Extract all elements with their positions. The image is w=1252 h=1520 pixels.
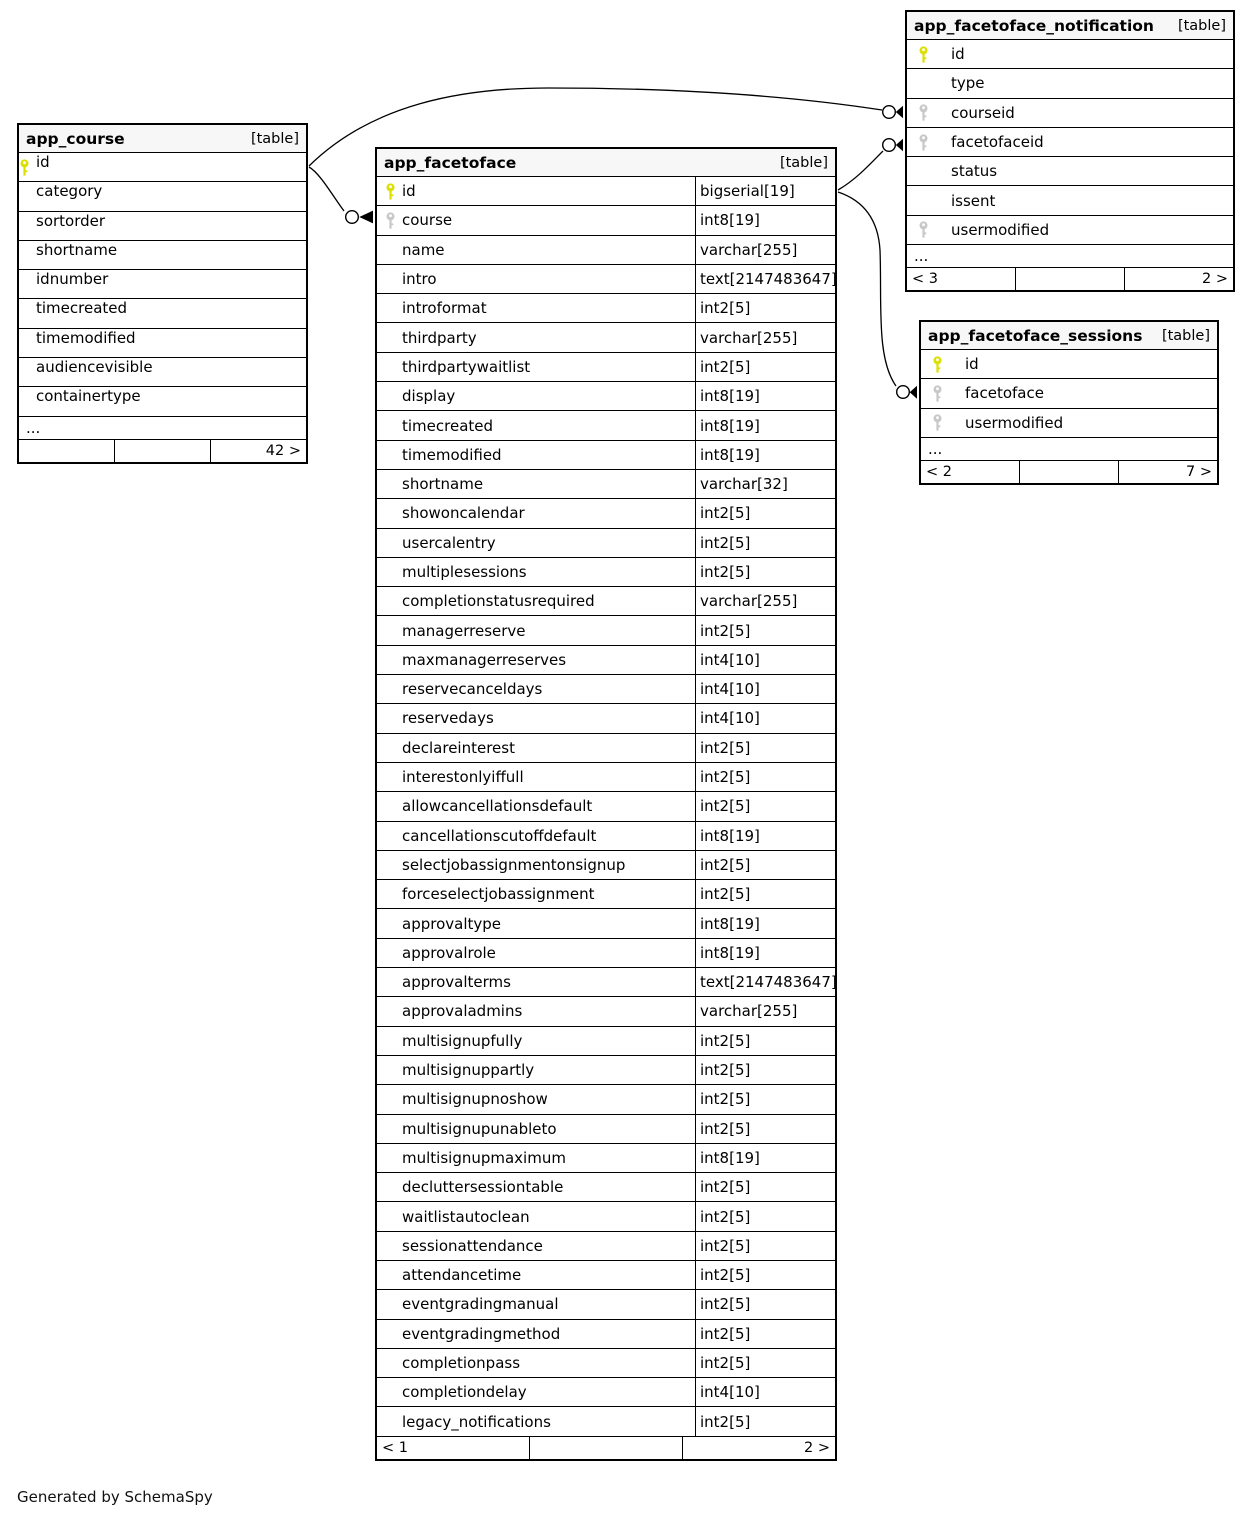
- key-icon: [385, 329, 402, 346]
- key-icon: [385, 710, 402, 727]
- column-name: timemodified: [36, 328, 136, 347]
- table-header: [907, 12, 1233, 40]
- table-app_facetoface_sessions: [919, 320, 1219, 485]
- column-name: approvalrole: [402, 943, 496, 962]
- column-row: [907, 216, 1233, 245]
- key-icon: [19, 387, 36, 415]
- table-title[interactable]: app_facetoface: [384, 153, 517, 172]
- column-row: [377, 822, 835, 851]
- column-name: sortorder: [36, 211, 106, 230]
- key-icon: [19, 329, 36, 357]
- key-icon: [385, 1149, 402, 1166]
- column-type: int2[5]: [700, 1295, 751, 1314]
- column-row: [377, 704, 835, 733]
- pager: [377, 1437, 835, 1459]
- column-row: [377, 1407, 835, 1436]
- column-name: timemodified: [402, 445, 502, 464]
- key-icon: [385, 886, 402, 903]
- column-row: [377, 294, 835, 323]
- column-row: [377, 206, 835, 235]
- column-row: [377, 558, 835, 587]
- column-name: issent: [951, 191, 996, 210]
- column-row: [19, 153, 306, 182]
- column-row: [921, 409, 1217, 438]
- column-row: [377, 587, 835, 616]
- column-name: containertype: [36, 387, 141, 406]
- column-type: int2[5]: [700, 621, 751, 640]
- column-row: [377, 1378, 835, 1407]
- column-row: [377, 675, 835, 704]
- column-type: int2[5]: [700, 1061, 751, 1080]
- column-row: [19, 358, 306, 387]
- column-row: [377, 470, 835, 499]
- column-row: [377, 1232, 835, 1261]
- column-name: managerreserve: [402, 621, 526, 640]
- column-type: int8[19]: [700, 1148, 760, 1167]
- column-name: legacy_notifications: [402, 1412, 551, 1431]
- column-name: usermodified: [965, 413, 1064, 432]
- column-type: int2[5]: [700, 1090, 751, 1109]
- column-row: [377, 382, 835, 411]
- column-name: eventgradingmethod: [402, 1324, 561, 1343]
- key-icon: [385, 241, 402, 258]
- column-type: bigserial[19]: [700, 182, 795, 201]
- column-name: shortname: [402, 475, 484, 494]
- column-row: [377, 1349, 835, 1378]
- pager-right: 7 >: [1118, 461, 1217, 483]
- column-type: varchar[32]: [700, 475, 788, 494]
- column-type: varchar[255]: [700, 240, 798, 259]
- pager-middle: [1019, 461, 1118, 483]
- column-name: facetoface: [965, 384, 1044, 403]
- column-name: multisignupmaximum: [402, 1148, 566, 1167]
- generated-by-note: Generated by SchemaSpy: [17, 1488, 213, 1506]
- key-icon: [385, 534, 402, 551]
- column-type: int2[5]: [700, 533, 751, 552]
- key-icon: [385, 593, 402, 610]
- key-icon: [385, 651, 402, 668]
- key-icon: [385, 681, 402, 698]
- column-type: text[2147483647]: [700, 270, 837, 289]
- column-row: [19, 329, 306, 358]
- column-row: [377, 529, 835, 558]
- key-icon: [385, 1384, 402, 1401]
- key-icon: [932, 385, 965, 402]
- key-icon: [918, 75, 951, 92]
- column-name: facetofaceid: [951, 133, 1044, 152]
- column-name: id: [951, 45, 965, 64]
- column-row: [377, 236, 835, 265]
- column-name: decluttersessiontable: [402, 1178, 564, 1197]
- table-badge: [table]: [1161, 327, 1210, 344]
- column-type: int4[10]: [700, 650, 760, 669]
- column-row: [377, 1144, 835, 1173]
- key-icon: [385, 974, 402, 991]
- key-icon: [385, 1179, 402, 1196]
- table-title[interactable]: app_facetoface_notification: [914, 16, 1154, 35]
- key-icon: [385, 388, 402, 405]
- key-icon: [385, 1355, 402, 1372]
- column-type: int4[10]: [700, 709, 760, 728]
- relation-app_facetoface-app_facetoface_notification: [838, 139, 903, 190]
- pager-right: 2 >: [682, 1437, 835, 1459]
- pager-middle: [529, 1437, 682, 1459]
- column-name: approvalterms: [402, 973, 511, 992]
- key-icon: [19, 358, 36, 386]
- column-row: [377, 763, 835, 792]
- column-type: int2[5]: [700, 1207, 751, 1226]
- column-type: int2[5]: [700, 1354, 751, 1373]
- column-row: [377, 997, 835, 1026]
- key-icon: [19, 153, 36, 181]
- key-icon: [385, 827, 402, 844]
- key-icon: [385, 417, 402, 434]
- key-icon: [385, 476, 402, 493]
- column-name: sessionattendance: [402, 1236, 543, 1255]
- column-name: course: [402, 211, 453, 230]
- column-row: [377, 1290, 835, 1319]
- column-row: [377, 1202, 835, 1231]
- column-row: [921, 379, 1217, 408]
- key-icon: [918, 134, 951, 151]
- column-row: [377, 1261, 835, 1290]
- column-name: showoncalendar: [402, 504, 525, 523]
- column-name: id: [965, 355, 979, 374]
- column-type: int2[5]: [700, 1119, 751, 1138]
- column-row: [19, 182, 306, 211]
- more-columns-ellipsis: ...: [19, 417, 306, 440]
- table-badge: [table]: [250, 130, 299, 147]
- column-name: audiencevisible: [36, 358, 153, 377]
- column-name: eventgradingmanual: [402, 1295, 559, 1314]
- key-icon: [385, 798, 402, 815]
- pager-middle: [1015, 268, 1124, 290]
- column-type: int2[5]: [700, 563, 751, 581]
- column-row: [377, 734, 835, 763]
- column-type: int2[5]: [700, 768, 751, 787]
- key-icon: [385, 739, 402, 756]
- key-icon: [385, 856, 402, 873]
- column-name: name: [402, 240, 445, 259]
- pager-middle: [114, 440, 210, 462]
- table-header: [19, 125, 306, 153]
- key-icon: [385, 271, 402, 288]
- key-icon: [385, 622, 402, 639]
- column-row: [907, 186, 1233, 215]
- column-row: [907, 128, 1233, 157]
- column-name: completionstatusrequired: [402, 592, 595, 611]
- column-name: id: [36, 153, 50, 171]
- column-name: declareinterest: [402, 738, 515, 757]
- column-name: reservecanceldays: [402, 680, 543, 699]
- column-name: courseid: [951, 103, 1015, 122]
- pager-left: [19, 440, 114, 462]
- pager-left: < 3: [912, 271, 938, 288]
- column-type: int2[5]: [700, 797, 751, 816]
- key-icon: [918, 221, 951, 238]
- column-row: [907, 69, 1233, 98]
- key-icon: [385, 1091, 402, 1108]
- column-row: [907, 99, 1233, 128]
- table-header: [377, 149, 835, 177]
- column-name: introformat: [402, 299, 487, 318]
- column-name: category: [36, 182, 103, 201]
- key-icon: [385, 358, 402, 375]
- key-icon: [385, 212, 402, 229]
- key-icon: [918, 163, 951, 180]
- column-name: completiondelay: [402, 1383, 527, 1402]
- column-type: int2[5]: [700, 1178, 751, 1197]
- column-name: type: [951, 74, 985, 93]
- column-row: [907, 40, 1233, 69]
- column-name: approvaladmins: [402, 1002, 523, 1021]
- key-icon: [385, 1267, 402, 1284]
- column-row: [377, 616, 835, 645]
- column-row: [377, 265, 835, 294]
- column-type: int2[5]: [700, 1031, 751, 1050]
- pager-left: < 2: [926, 463, 952, 480]
- column-row: [377, 1056, 835, 1085]
- column-name: timecreated: [36, 299, 128, 318]
- key-icon: [385, 446, 402, 463]
- column-type: int8[19]: [700, 914, 760, 933]
- table-title[interactable]: app_course: [26, 129, 125, 148]
- column-row: [377, 411, 835, 440]
- column-name: timecreated: [402, 416, 494, 435]
- key-icon: [19, 299, 36, 327]
- key-icon: [385, 564, 402, 581]
- column-name: approvaltype: [402, 914, 501, 933]
- pager: [907, 268, 1233, 290]
- pager: [19, 440, 306, 462]
- key-icon: [385, 505, 402, 522]
- column-type: int8[19]: [700, 211, 760, 230]
- key-icon: [19, 270, 36, 298]
- column-name: attendancetime: [402, 1266, 522, 1285]
- column-name: usermodified: [951, 220, 1050, 239]
- column-row: [377, 792, 835, 821]
- column-row: [19, 270, 306, 299]
- column-name: interestonlyiffull: [402, 768, 524, 787]
- column-type: int2[5]: [700, 1324, 751, 1343]
- table-app_course: [17, 123, 308, 464]
- column-name: usercalentry: [402, 533, 496, 552]
- more-columns-ellipsis: ...: [921, 438, 1217, 461]
- column-type: int8[19]: [700, 387, 760, 406]
- key-icon: [385, 769, 402, 786]
- column-type: int2[5]: [700, 855, 751, 874]
- column-row: [377, 1115, 835, 1144]
- column-type: int2[5]: [700, 1266, 751, 1285]
- column-row: [377, 909, 835, 938]
- column-name: thirdpartywaitlist: [402, 357, 531, 376]
- column-type: int2[5]: [700, 885, 751, 904]
- column-row: [377, 1027, 835, 1056]
- column-type: int2[5]: [700, 504, 751, 523]
- column-type: int2[5]: [700, 299, 751, 318]
- column-name: completionpass: [402, 1354, 521, 1373]
- column-row: [907, 157, 1233, 186]
- column-name: shortname: [36, 240, 118, 259]
- column-row: [377, 499, 835, 528]
- key-icon: [385, 944, 402, 961]
- key-icon: [385, 915, 402, 932]
- key-icon: [385, 1120, 402, 1137]
- key-icon: [385, 1237, 402, 1254]
- column-name: thirdparty: [402, 328, 477, 347]
- column-name: allowcancellationsdefault: [402, 797, 593, 816]
- column-row: [377, 353, 835, 382]
- key-icon: [385, 1062, 402, 1079]
- column-type: varchar[255]: [700, 328, 798, 347]
- column-row: [377, 323, 835, 352]
- column-name: multisignupfully: [402, 1031, 523, 1050]
- column-name: reservedays: [402, 709, 494, 728]
- column-type: int8[19]: [700, 943, 760, 962]
- column-row: [19, 387, 306, 416]
- key-icon: [918, 192, 951, 209]
- column-row: [377, 939, 835, 968]
- key-icon: [19, 241, 36, 269]
- key-icon: [19, 182, 36, 210]
- column-name: waitlistautoclean: [402, 1207, 530, 1226]
- key-icon: [932, 414, 965, 431]
- column-type: int8[19]: [700, 826, 760, 845]
- column-name: multisignupnoshow: [402, 1090, 548, 1109]
- column-row: [377, 1085, 835, 1114]
- key-icon: [385, 1032, 402, 1049]
- column-type: int4[10]: [700, 1383, 760, 1402]
- table-app_facetoface_notification: [905, 10, 1235, 292]
- column-name: status: [951, 162, 998, 181]
- column-type: text[2147483647]: [700, 973, 837, 992]
- column-row: [377, 880, 835, 909]
- column-name: id: [402, 182, 416, 201]
- column-type: varchar[255]: [700, 592, 798, 611]
- column-row: [19, 241, 306, 270]
- column-type: int4[10]: [700, 680, 760, 699]
- key-icon: [918, 104, 951, 121]
- column-type: varchar[255]: [700, 1002, 798, 1021]
- column-type: int8[19]: [700, 445, 760, 464]
- column-type: int2[5]: [700, 1412, 751, 1431]
- pager-right: 42 >: [210, 440, 306, 462]
- column-row: [377, 1173, 835, 1202]
- key-icon: [385, 1325, 402, 1342]
- key-icon: [385, 1003, 402, 1020]
- key-icon: [385, 1296, 402, 1313]
- column-name: multisignupunableto: [402, 1119, 557, 1138]
- column-name: idnumber: [36, 270, 109, 289]
- column-row: [19, 299, 306, 328]
- more-columns-ellipsis: ...: [907, 245, 1233, 268]
- column-row: [377, 968, 835, 997]
- table-title[interactable]: app_facetoface_sessions: [928, 326, 1143, 345]
- column-type: int2[5]: [700, 357, 751, 376]
- column-row: [377, 1320, 835, 1349]
- pager: [921, 461, 1217, 483]
- table-header: [921, 322, 1217, 350]
- key-icon: [385, 300, 402, 317]
- key-icon: [19, 212, 36, 240]
- column-name: multiplesessions: [402, 563, 527, 581]
- column-name: maxmanagerreserves: [402, 650, 567, 669]
- table-badge: [table]: [779, 154, 828, 171]
- column-row: [377, 851, 835, 880]
- key-icon: [385, 1413, 402, 1430]
- column-name: multisignuppartly: [402, 1061, 535, 1080]
- table-badge: [table]: [1177, 17, 1226, 34]
- pager-left: < 1: [382, 1439, 408, 1456]
- column-row: [19, 212, 306, 241]
- key-icon: [385, 183, 402, 200]
- column-row: [377, 177, 835, 206]
- key-icon: [918, 46, 951, 63]
- column-row: [921, 350, 1217, 379]
- column-row: [377, 646, 835, 675]
- key-icon: [932, 356, 965, 373]
- column-name: forceselectjobassignment: [402, 885, 595, 904]
- column-type: int2[5]: [700, 738, 751, 757]
- column-name: display: [402, 387, 456, 406]
- column-type: int8[19]: [700, 416, 760, 435]
- column-name: cancellationscutoffdefault: [402, 826, 597, 845]
- relation-app_course-app_facetoface: [309, 167, 373, 223]
- key-icon: [385, 1208, 402, 1225]
- column-row: [377, 441, 835, 470]
- column-name: selectjobassignmentonsignup: [402, 855, 626, 874]
- pager-right: 2 >: [1124, 268, 1233, 290]
- column-name: intro: [402, 270, 437, 289]
- table-app_facetoface: [375, 147, 837, 1461]
- column-type: int2[5]: [700, 1236, 751, 1255]
